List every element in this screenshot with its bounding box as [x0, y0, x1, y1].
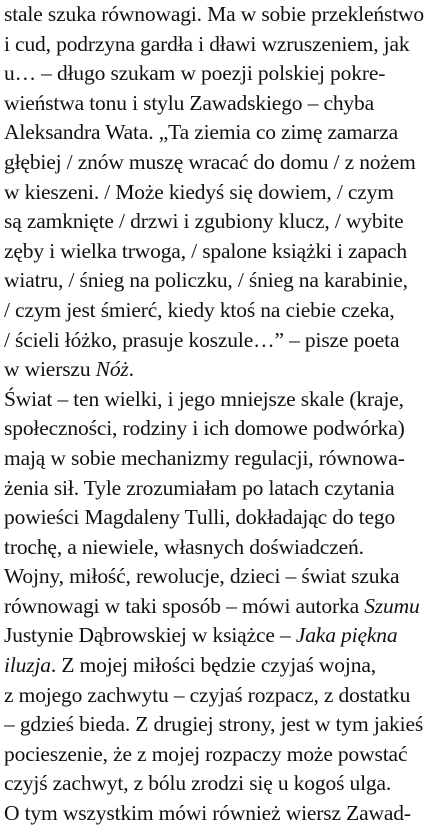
text-line: równowagi w taki sposób – mówi autorka Szumu: [4, 593, 420, 618]
text-line: w kieszeni. / Może kiedyś się dowiem, / czym: [4, 179, 394, 204]
text-line: wieństwa tonu i stylu Zawadskiego – chyba: [4, 90, 375, 115]
text-line: zęby i wielka trwoga, / spalone książki i zapach: [4, 238, 407, 263]
book-title: Szumu: [364, 593, 420, 618]
text-line: trochę, a niewiele, własnych doświadczeń.: [4, 534, 364, 559]
text-line: O tym wszystkim mówi również wiersz Zawad-: [4, 801, 411, 826]
text-line: powieści Magdaleny Tulli, dokładając do tego: [4, 505, 396, 530]
text-line: / czym jest śmierć, kiedy ktoś na ciebie czeka,: [4, 297, 395, 322]
text-line: w wierszu Nóż.: [4, 357, 134, 382]
text-line: / ścieli łóżko, prasuje koszule…” – pisze poeta: [4, 327, 400, 352]
poem-title: Nóż: [95, 357, 129, 382]
text-line: iluzja. Z mojej miłości będzie czyjaś wojna,: [4, 653, 376, 678]
text-line: pocieszenie, że z mojej rozpaczy może powstać: [4, 741, 408, 766]
text-line: stale szuka równowagi. Ma w sobie przekleństwo: [4, 2, 425, 26]
book-title: iluzja: [4, 653, 51, 678]
text-line: i cud, podrzyna gardła i dławi wzruszeniem, jak: [4, 31, 410, 56]
text-line: głębiej / znów muszę wracać do domu / z nożem: [4, 149, 416, 174]
text-line: – gdzieś bieda. Z drugiej strony, jest w tym jakieś: [4, 712, 424, 737]
text-line: Justynie Dąbrowskiej w książce – Jaka piękna: [4, 623, 398, 648]
text-line: Świat – ten wielki, i jego mniejsze skale (kraje,: [4, 386, 404, 411]
text-line: są zamknięte / drzwi i zgubiony klucz, / wybite: [4, 209, 404, 234]
text-line: żenia sił. Tyle zrozumiałam po latach czytania: [4, 475, 395, 500]
text-line: Wojny, miłość, rewolucje, dzieci – świat szuka: [4, 564, 400, 589]
text-line: z mojego zachwytu – czyjaś rozpacz, z dostatku: [4, 682, 411, 707]
text-line: czyjś zachwyt, z bólu zrodzi się u kogoś ulga.: [4, 771, 392, 796]
text-line: wiatru, / śnieg na policzku, / śnieg na karabinie,: [4, 268, 408, 293]
text-line: mają w sobie mechanizmy regulacji, równowa-: [4, 445, 405, 470]
text-line: społeczności, rodziny i ich domowe podwórka): [4, 416, 405, 441]
text-line: u… – długo szukam w poezji polskiej pokre-: [4, 61, 386, 86]
text-line: Aleksandra Wata. „Ta ziemia co zimę zamarza: [4, 120, 399, 145]
book-title: Jaka piękna: [295, 623, 398, 648]
